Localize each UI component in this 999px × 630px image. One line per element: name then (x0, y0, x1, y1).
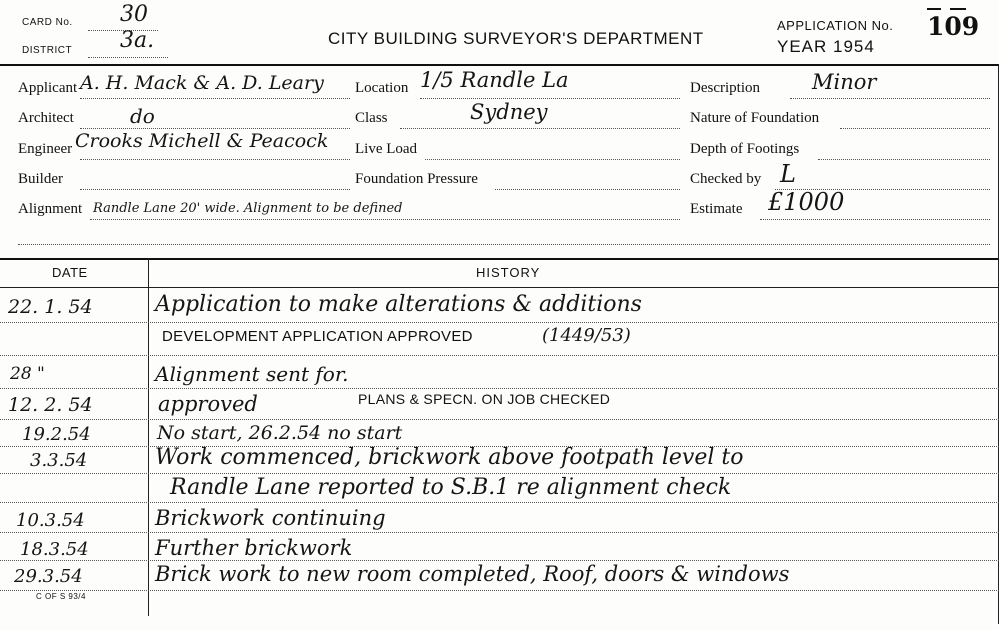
card-no-value: 30 (120, 2, 148, 27)
year-label: YEAR 1954 (777, 37, 875, 56)
application-no-label: APPLICATION No. (777, 18, 894, 33)
row-line-8 (0, 532, 999, 533)
applicant-label: Applicant (18, 80, 78, 96)
history-row-9-date: 18.3.54 (20, 539, 89, 560)
history-row-8-entry: Brickwork continuing (155, 506, 386, 530)
checked-by-value: L (780, 160, 796, 188)
architect-line (80, 128, 350, 129)
applicant-value: A. H. Mack & A. D. Leary (80, 72, 324, 94)
checked-by-line (775, 189, 990, 190)
estimate-line (760, 219, 990, 220)
history-row-1-date: 22. 1. 54 (8, 296, 93, 318)
architect-label: Architect (18, 110, 74, 126)
history-row-2-note: (1449/53) (542, 325, 631, 346)
nature-of-foundation-label: Nature of Foundation (690, 110, 820, 126)
depth-line (818, 159, 990, 160)
estimate-value: £1000 (768, 188, 845, 216)
application-no-value: 109 (927, 12, 980, 41)
architect-value: do (130, 104, 155, 128)
history-row-1-entry: Application to make alterations & additions (155, 292, 642, 317)
history-row-3-date: 28 " (10, 364, 45, 384)
builder-line (80, 189, 350, 190)
row-line-10 (0, 590, 999, 591)
table-header-divider (0, 287, 999, 288)
class-line (400, 128, 680, 129)
district-label: DISTRICT (22, 45, 73, 56)
history-row-5-entry: No start, 26.2.54 no start (157, 422, 403, 444)
history-row-10-date: 29.3.54 (14, 566, 83, 587)
applicant-line (80, 98, 350, 99)
alignment-label: Alignment (18, 201, 83, 217)
nature-line (840, 128, 990, 129)
location-label: Location (355, 80, 409, 96)
depth-of-footings-label: Depth of Footings (690, 141, 800, 157)
alignment-line (90, 219, 680, 220)
live-load-line (425, 159, 680, 160)
history-row-10-entry: Brick work to new room completed, Roof, doors & windows (155, 562, 790, 586)
history-row-6-entry: Work commenced, brickwork above footpath level to (155, 445, 744, 470)
history-header: HISTORY (476, 265, 541, 280)
department-title: CITY BUILDING SURVEYOR'S DEPARTMENT (328, 29, 704, 48)
row-line-1 (0, 322, 999, 323)
history-row-5-date: 19.2.54 (22, 424, 91, 445)
location-line (420, 98, 680, 99)
history-row-3-entry: Alignment sent for. (155, 362, 349, 386)
district-line (88, 57, 168, 58)
row-line-2 (0, 355, 999, 356)
history-row-6-date: 3.3.54 (30, 450, 88, 471)
header-divider (0, 64, 999, 66)
description-line (790, 98, 990, 99)
class-value: Sydney (470, 100, 548, 124)
builder-label: Builder (18, 171, 63, 187)
history-row-8-date: 10.3.54 (16, 510, 85, 531)
date-column-divider (148, 258, 149, 616)
history-row-7-entry: Randle Lane reported to S.B.1 re alignment check (170, 475, 732, 500)
card-no-label: CARD No. (22, 17, 73, 28)
history-row-4-entry: approved (158, 392, 258, 416)
live-load-label: Live Load (355, 141, 418, 157)
engineer-line (80, 159, 350, 160)
location-value: 1/5 Randle La (420, 68, 569, 92)
engineer-label: Engineer (18, 141, 73, 157)
history-row-2-entry: DEVELOPMENT APPLICATION APPROVED (162, 328, 473, 345)
table-top-border (0, 258, 999, 260)
foundation-pressure-line (495, 189, 680, 190)
estimate-label: Estimate (690, 201, 743, 217)
description-label: Description (690, 80, 760, 96)
row-line-3 (0, 388, 999, 389)
form-code: C OF S 93/4 (36, 592, 86, 601)
engineer-value: Crooks Michell & Peacock (75, 130, 329, 152)
row-line-9 (0, 560, 999, 561)
history-row-4-note: PLANS & SPECN. ON JOB CHECKED (358, 391, 611, 407)
checked-by-label: Checked by (690, 171, 762, 187)
application-no-dash-1 (927, 8, 941, 10)
alignment-value: Randle Lane 20' wide. Alignment to be defined (93, 201, 403, 216)
class-label: Class (355, 110, 388, 126)
alignment-extra-line (18, 244, 990, 245)
application-no-dash-2 (950, 8, 966, 10)
date-header: DATE (52, 265, 88, 280)
history-row-4-date: 12. 2. 54 (8, 394, 93, 416)
row-line-7 (0, 502, 999, 503)
row-line-6 (0, 473, 999, 474)
description-value: Minor (812, 70, 877, 94)
foundation-pressure-label: Foundation Pressure (355, 171, 478, 187)
history-row-9-entry: Further brickwork (155, 536, 353, 560)
district-value: 3a. (120, 28, 155, 53)
row-line-4 (0, 419, 999, 420)
